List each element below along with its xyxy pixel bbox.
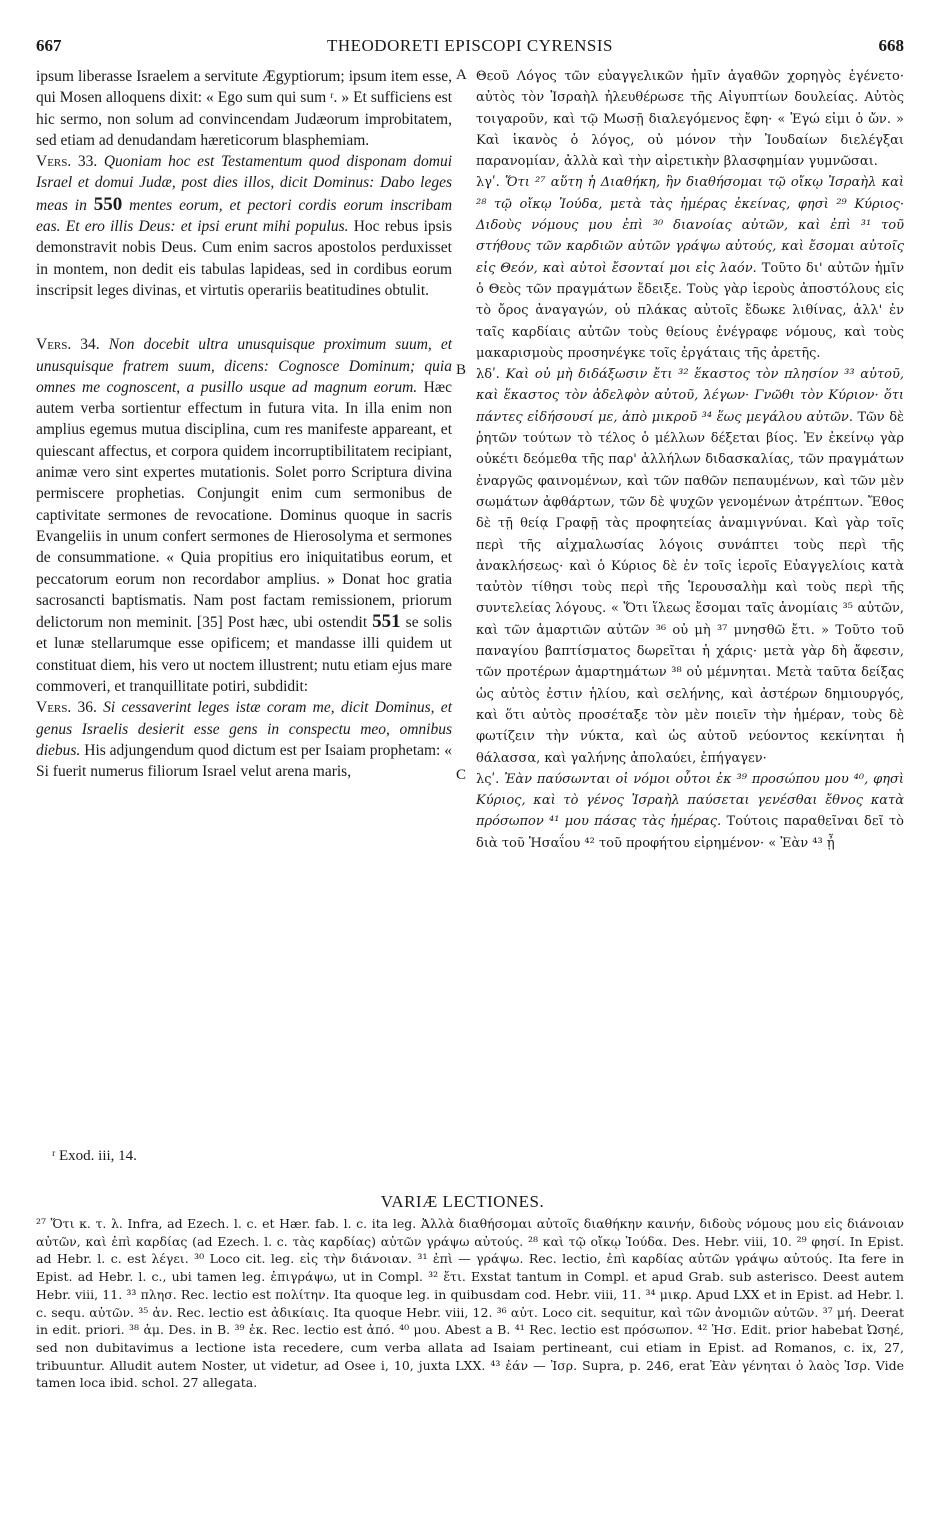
verse-quote: Καὶ οὐ μὴ διδάξωσιν ἔτι ³² ἕκαστος τὸν πλησίον ³³ αὐτοῦ, καὶ ἕκαστος τὸν ἀδελφὸν αὐτοῦ, λέγων· Γνῶθι τὸν Κύριον· ὅτι πάντες εἰδήσουσί με, ἀπὸ μικροῦ ³⁴ ἕως μεγάλου αὐτῶν.	[476, 367, 904, 425]
latin-verse-36	[36, 697, 452, 782]
greek-text: Θεοῦ Λόγος τῶν εὐαγγελικῶν ἡμῖν ἀγαθῶν χορηγὸς ἐγένετο· αὐτὸς τὸν Ἰσραὴλ ἠλευθέρωσε τῆς Αἰγυπτίων δουλείας. Αὐτὸς τοιγαροῦν, καὶ τῷ Μωσῇ διαλεγόμενος ἔφη· « Ἐγώ εἰμι ὁ ὤν. » Καὶ ἱκανὸς ὁ λόγος, οὐ μόνον τὴν Ἰουδαίων διελέγξαι παρανομίαν, ἀλλὰ καὶ τὴν αἱρετικὴν βλασφημίαν γυμνῶσαι.	[476, 69, 904, 170]
column-marker: 551	[372, 611, 401, 633]
verse-quote: Quoniam hoc est Testamentum quod disponam domui Israel et domui Judæ, post dies illos, dicit Dominus: Dabo leges meas in	[36, 153, 453, 214]
latin-text: se solis et lunæ stellarumque esse opificem; et mandasse illi quidem ut constituat diem, his vero ut noctem illustrent; nutu etiam ejus mare commoveri, et tranquillitate potiri, subdidit:	[36, 614, 453, 696]
verse-quote: Si cessaverint leges istæ coram me, dicit Dominus, et genus Israelis desierit esse gens in conspectu meo, omnibus diebus.	[36, 699, 452, 759]
footnote: ʳ Exod. iii, 14.	[52, 1148, 137, 1164]
column-marker: 550	[93, 193, 123, 215]
latin-text: ipsum liberasse Israelem a servitute Ægyptiorum; ipsum item esse, qui Mosen alloquens dixit: « Ego sum qui sum ʳ. » Et sufficiens est hic sermo, non solum ad convincendam Judæorum improbitatem, sed etiam ad denudandam hæreticorum blasphemiam.	[36, 68, 452, 149]
verse-quote: mentes eorum, et pectori cordis eorum inscribam eas. Et ero illis Deus: et ipsi erunt mihi populus.	[36, 196, 453, 236]
greek-paragraph	[476, 66, 904, 172]
section-mark-b: B	[456, 362, 467, 378]
latin-text: Hoc rebus ipsis demonstravit nobis Deus. Cum enim sacros apostolos perduxisset in montem, non dedit eis tabulas lapideas, sed in cordibus eorum inscripsit leges divinas, et virtutis operariis beatitudines obtulit.	[36, 218, 453, 299]
page-number-right: 668	[878, 36, 904, 55]
greek-verse-33	[476, 172, 904, 364]
page-title: THEODORETI EPISCOPI CYRENSIS	[326, 36, 614, 55]
latin-text: His adjungendum quod dictum est per Isaiam prophetam: « Si fuerit numerus filiorum Israel velut arena maris,	[36, 741, 453, 781]
greek-text: Τοῦτο δι' αὐτῶν ἡμῖν ὁ Θεὸς τῶν πραγμάτων ἔδειξε. Τοὺς γὰρ ἱεροὺς ἀποστόλους εἰς τὸ ὄρος ἀναγαγών, οὐ πλάκας αὐτοῖς ἔδωκε λιθίνας, ἀλλ' ἐν ταῖς καρδίαις αὐτῶν τοὺς θείους ἐνέγραφε νόμους, καὶ τοὺς μακαρισμοὺς προσηνέγκε τοῖς ἐργάταις τῆς ἀρετῆς.	[476, 260, 905, 361]
greek-verse-34	[476, 364, 904, 769]
verse-label: Vers. 36.	[36, 699, 97, 717]
variae-lectiones-title: VARIÆ LECTIONES.	[380, 1192, 545, 1211]
verse-quote: Non docebit ultra unusquisque proximum suum, et unusquisque fratrem suum, dicens: Cognosce Dominum; quia omnes me cognoscent, a pusillo usque ad magnum eorum.	[36, 336, 453, 396]
section-mark-c: C	[456, 767, 467, 783]
latin-verse-34	[36, 334, 452, 697]
variae-lectiones-text	[36, 1216, 904, 1393]
verse-quote: Ὅτι ²⁷ αὕτη ἡ Διαθήκη, ἣν διαθήσομαι τῷ οἴκῳ Ἰσραὴλ καὶ ²⁸ τῷ οἴκῳ Ἰούδα, μετὰ τὰς ἡμέρας ἐκείνας, φησὶ ²⁹ Κύριος· Διδοὺς νόμους μου ἐπὶ ³⁰ διανοίας αὐτῶν, καὶ ἐπὶ ³¹ τοῦ στήθους τῶν καρδιῶν αὐτῶν γράψω αὐτούς, καὶ ἔσομαι αὐτοῖς εἰς Θεόν, καὶ αὐτοὶ ἔσονταί μοι εἰς λαόν.	[476, 175, 904, 276]
verse-label: λςʹ.	[476, 771, 500, 787]
greek-text: Τῶν δὲ ῥητῶν τούτων τὸ τέλος ὁ μέλλων δέξεται βίος. Ἐν ἐκείνῳ γὰρ οὐκέτι δεόμεθα τῆς παρ' ἀλλήλων διδασκαλίας, τῶν πραγμάτων ἐναργῶς φαινομένων, καὶ τῶν παθῶν πεπαυμένων, καὶ τῶν μὲν σωμάτων ἀφθάρτων, τῶν δὲ ψυχῶν γενομένων ἀτρέπτων. Ἔθος δὲ τῇ θείᾳ Γραφῇ τὰς προφητείας ἀναμιγνύναι. Καὶ γὰρ τοῖς περὶ τῆς αἰχμαλωσίας λόγοις συνάπτει τοὺς περὶ τῆς ἀνακλήσεως· καὶ ὁ Κύριος δὲ ἐν τοῖς ἱεροῖς Εὐαγγελίοις κατὰ ταὐτὸν τίθησι τοὺς περὶ τῆς Ἱερουσαλὴμ καὶ τοὺς περὶ τῆς συντελείας λόγους. « Ὅτι ἵλεως ἔσομαι ταῖς ἀνομίαις ³⁵ αὐτῶν, καὶ τῶν ἁμαρτιῶν αὐτῶν ³⁶ οὐ μὴ ³⁷ μνησθῶ ἔτι. » Τοῦτο τοῦ παναγίου βαπτίσματος δωρεῖται ἡ χάρις· μετὰ γὰρ δὴ ἄφεσιν, τῶν προτέρων ἁμαρτημάτων ³⁸ οὐ μέμνηται. Μετὰ ταῦτα δείξας ὡς αὐτὸς ἐστιν ἡλίου, καὶ σελήνης, καὶ ἀστέρων δημιουργός, καὶ ὅτι αὐτὸς προσέταξε τὸν μὲν ποιεῖν τὴν ἡμέραν, τοὺς δὲ φωτίζειν τὴν νύκτα, καὶ ὡς αὐτοῦ νεύοντος κεκίνηται ἡ θάλασσα, καὶ γαλήνης ἀπολαύει, ἐπήγαγεν·	[476, 409, 904, 766]
section-mark-a: A	[456, 67, 467, 83]
page-number-left: 667	[36, 36, 62, 55]
latin-verse-33	[36, 151, 452, 301]
latin-text: Hæc autem verba sortientur effectum in futura vita. In illa enim non amplius egemus mutua disciplina, cum res manifeste appareant, et quiescant affectus, et corpora quidem incorruptibilitatem recipiant, animæ vero sint expertes mutationis. Solet porro Scriptura divina permiscere prophetias. Conjungit enim cum sermonibus de captivitate sermones de revocatione. Dominus quoque in sacris Evangeliis in unum confert sermones de Hierosolyma et sermones de consummatione. « Quia propitius ero iniquitatibus eorum, et peccatorum eorum non recordabor amplius. » Donat hoc gratia sacrosancti baptismatis. Nam post factam remissionem, priorum delictorum non meminit. [35] Post hæc, ubi ostendit	[36, 378, 453, 632]
variae-entries: ²⁷ Ὅτι κ. τ. λ. Infra, ad Ezech. l. c. et Hær. fab. l. c. ita leg. Ἀλλὰ διαθήσομαι αὐτοῖς διαθήκην καινήν, διδοὺς νόμους μου εἰς διάνοιαν αὐτῶν, καὶ ἐπὶ καρδίας (ad Ezech. l. c. τὰς καρδίας) αὐτῶν γράψω αὐτούς. ²⁸ καὶ τῷ οἴκῳ Ἰούδα. Des. Hebr. viii, 10. ²⁹ φησί. In Epist. ad Hebr. l. c. est λέγει. ³⁰ Loco cit. leg. εἰς τὴν διάνοιαν. ³¹ ἐπὶ — γράψω. Rec. lectio, ἐπὶ καρδίας αὐτῶν γράψω αὐτούς. Ita fere in Epist. ad Hebr. l. c., ubi tamen leg. ἐπιγράψω, ut in Compl. ³² ἔτι. Exstat tantum in Compl. et apud Grab. sub asterisco. Deest autem Hebr. viii, 11. ³³ πλησ. Rec. lectio est πολίτην. Ita quoque leg. in quibusdam cod. Hebr. viii, 11. ³⁴ μικρ. Apud LXX et in Epist. ad Hebr. l. c. sequ. αὐτῶν. ³⁵ ἀν. Rec. lectio est ἀδικίαις. Ita quoque Hebr. viii, 12. ³⁶ αὐτ. Loco cit. sequitur, καὶ τῶν ἀνομιῶν αὐτῶν. ³⁷ μή. Deerat in edit. priori. ³⁸ ἁμ. Des. in B. ³⁹ ἐκ. Rec. lectio est ἀπό. ⁴⁰ μου. Abest a B. ⁴¹ Rec. lectio est πρόσωπον. ⁴² Ἡσ. Edit. prior habebat Ὠσηέ, sed non dubitavimus a lectione ista recedere, cum verba allata ad Isaiam pertineant, cui etiam in Epist. ad Romanos, c. ix, 27, tribuuntur. Alludit autem Noster, ut videtur, ad Osee i, 10, juxta LXX. ⁴³ ἐάν — Ἰσρ. Supra, p. 246, erat Ἐὰν γένηται ὁ λαὸς Ἰσρ. Vide tamen loca ibid. schol. 27 allegata.	[36, 1216, 904, 1391]
greek-verse-36	[476, 769, 904, 854]
running-header	[36, 36, 904, 60]
verse-label: λγʹ.	[476, 175, 500, 191]
verse-label: Vers. 34.	[36, 336, 100, 354]
verse-quote: Ἐὰν παύσωνται οἱ νόμοι οὗτοι ἐκ ³⁹ προσώπου μου ⁴⁰, φησὶ Κύριος, καὶ τὸ γένος Ἰσραὴλ παύσεται γενέσθαι ἔθνος κατὰ πρόσωπον ⁴¹ μου πάσας τὰς ἡμέρας.	[476, 771, 904, 830]
verse-label: λδʹ.	[476, 367, 500, 383]
latin-paragraph	[36, 66, 452, 151]
verse-label: Vers. 33.	[36, 153, 98, 171]
greek-column	[476, 66, 904, 854]
latin-column	[36, 66, 452, 783]
greek-text: Τούτοις παραθεῖναι δεῖ τὸ διὰ τοῦ Ἡσαΐου ⁴² τοῦ προφήτου εἰρημένον· « Ἐὰν ⁴³ ᾖ	[476, 814, 904, 851]
